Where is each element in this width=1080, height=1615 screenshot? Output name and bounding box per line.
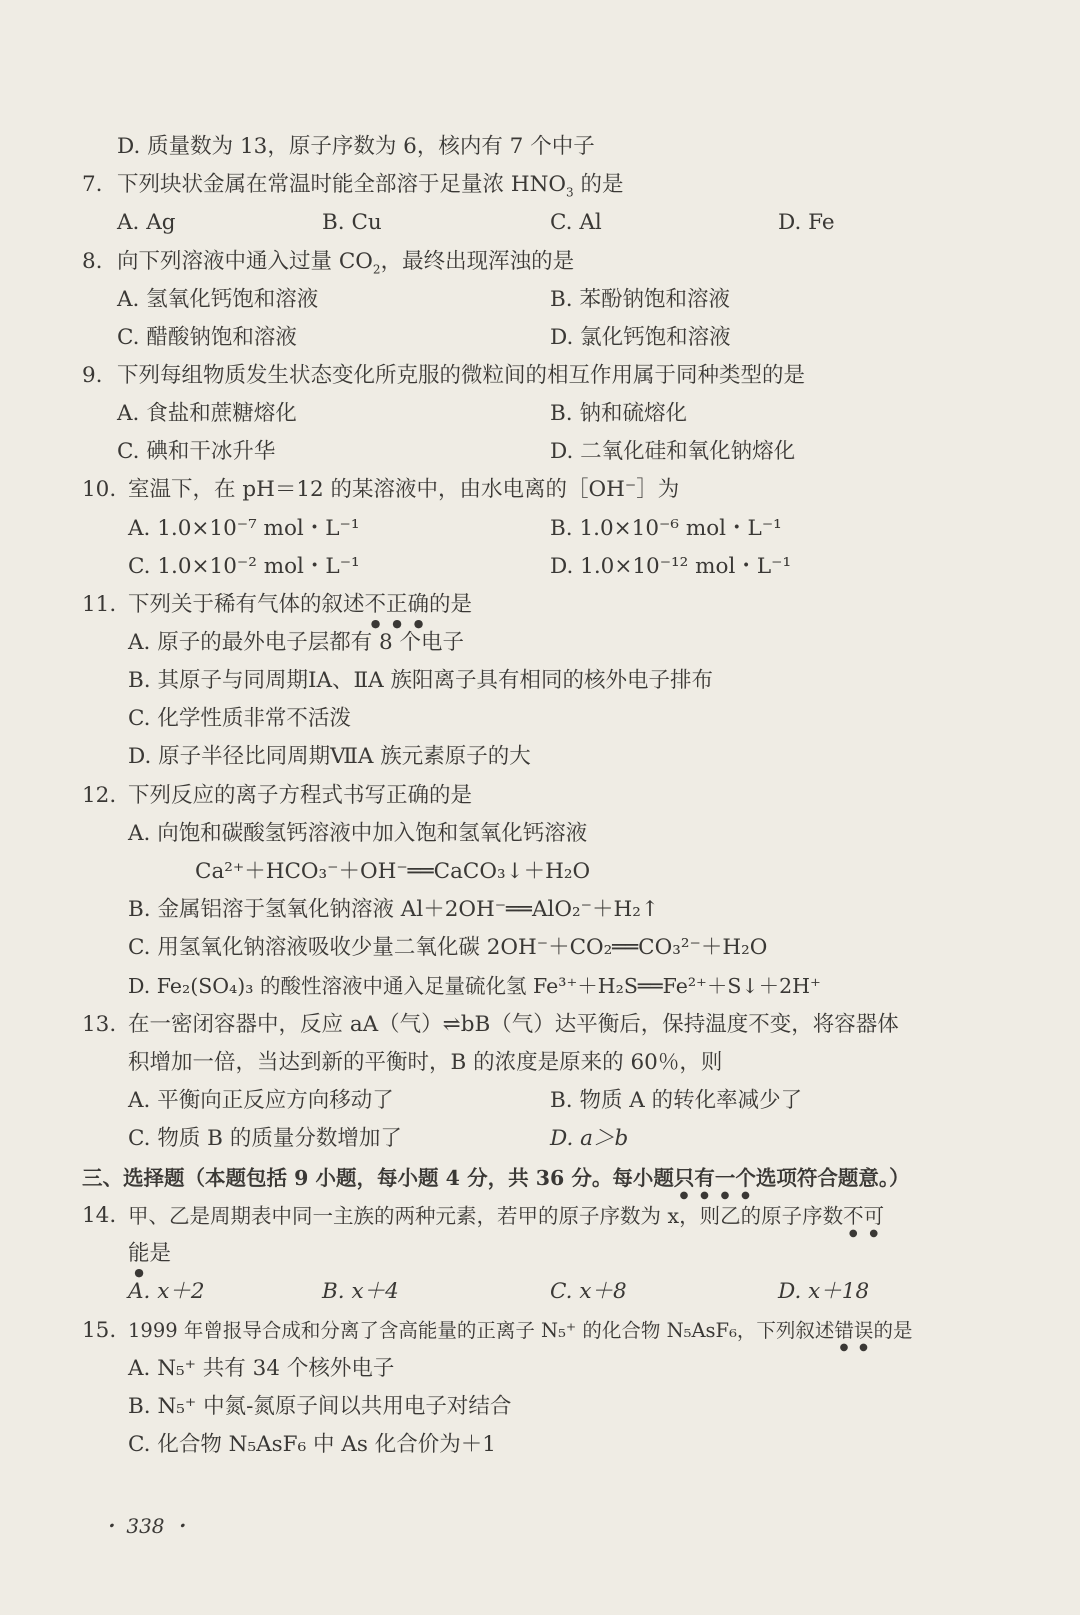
q11-stem-line (0, 586, 1080, 624)
q12-number: 12. (82, 783, 117, 808)
section-3-end: 选项符合题意。） (755, 1166, 910, 1190)
q10-option-b: B. 1.0×10⁻⁶ mol・L⁻¹ (550, 516, 782, 541)
q8-option-b: B. 苯酚钠饱和溶液 (550, 287, 730, 312)
q15-option-c-line (0, 1426, 1080, 1464)
q11-number: 11. (82, 592, 117, 617)
q9-options-ab (0, 395, 1080, 433)
q11-option-c: C. 化学性质非常不活泼 (128, 706, 351, 731)
q11-emphasis: 不正确 (364, 592, 430, 617)
q14-option-c: C. x＋8 (550, 1279, 627, 1304)
q11-stem-end: 的是 (429, 592, 473, 617)
q15-stem-end: 的是 (873, 1319, 913, 1342)
q13-stem-line1 (0, 1006, 1080, 1044)
q10-options-cd (0, 548, 1080, 586)
q8-option-d: D. 氯化钙饱和溶液 (550, 325, 731, 350)
q13-options-ab (0, 1082, 1080, 1120)
q9-option-b: B. 钠和硫熔化 (550, 401, 687, 426)
q11-option-c-line (0, 700, 1080, 738)
q9-number: 9. (82, 363, 103, 388)
q7-option-d: D. Fe (778, 210, 835, 235)
q15-option-a-line (0, 1350, 1080, 1388)
q7-stem-text: 下列块状金属在常温时能全部溶于足量浓 HNO (117, 172, 567, 197)
q14-stem-end: 是 (149, 1241, 172, 1266)
q10-number: 10. (82, 477, 117, 502)
q10-option-a: A. 1.0×10⁻⁷ mol・L⁻¹ (128, 516, 360, 541)
q12-option-b-line (0, 891, 1080, 929)
q8-stem-text: 向下列溶液中通入过量 CO (117, 249, 373, 274)
q15-stem-text: 1999 年曾报导合成和分离了含高能量的正离子 N₅⁺ 的化合物 N₅AsF₆，下列叙述 (128, 1319, 835, 1342)
q13-stem-line2 (0, 1044, 1080, 1082)
q12-stem-line (0, 777, 1080, 815)
q8-stem-sub: 2 (372, 262, 381, 277)
q8-option-c: C. 醋酸钠饱和溶液 (117, 325, 297, 350)
q8-stem (117, 243, 574, 281)
q13-option-b: B. 物质 A 的转化率减少了 (550, 1088, 803, 1113)
q11-option-d: D. 原子半径比同周期ⅦA 族元素原子的大 (128, 744, 531, 769)
q15-number: 15. (82, 1318, 117, 1343)
q14-option-b: B. x＋4 (322, 1279, 399, 1304)
section-3-title (82, 1159, 910, 1201)
q12-option-a-equation-line (0, 853, 1080, 891)
q10-stem: 室温下，在 pH＝12 的某溶液中，由水电离的［OH⁻］为 (128, 477, 680, 502)
q8-options-cd (0, 319, 1080, 357)
q12-option-c: C. 用氢氧化钠溶液吸收少量二氧化碳 2OH⁻＋CO₂══CO₃²⁻＋H₂O (128, 935, 768, 960)
q11-option-d-line (0, 738, 1080, 776)
q9-option-a: A. 食盐和蔗糖熔化 (117, 401, 297, 426)
q11-option-a-line (0, 624, 1080, 662)
q13-stem-part2: 积增加一倍，当达到新的平衡时，B 的浓度是原来的 60％，则 (128, 1050, 723, 1075)
q14-stem-part1 (128, 1197, 884, 1239)
q9-stem: 下列每组物质发生状态变化所克服的微粒间的相互作用属于同种类型的是 (117, 363, 806, 388)
q15-option-a: A. N₅⁺ 共有 34 个核外电子 (128, 1356, 395, 1381)
q14-stem-line1 (0, 1197, 1080, 1235)
q9-stem-line (0, 357, 1080, 395)
page-number: ・ 338 ・ (100, 1514, 191, 1538)
q6-option-d: D. 质量数为 13，原子序数为 6，核内有 7 个中子 (117, 134, 595, 159)
q15-emphasis: 错误 (834, 1319, 874, 1342)
section-3-text: 三、选择题（本题包括 9 小题，每小题 4 分，共 36 分。每小题 (82, 1166, 674, 1190)
q9-option-d: D. 二氧化硅和氧化钠熔化 (550, 439, 796, 464)
q10-option-c: C. 1.0×10⁻² mol・L⁻¹ (128, 554, 360, 579)
section-3-heading (0, 1159, 1080, 1197)
q11-option-a: A. 原子的最外电子层都有 8 个电子 (128, 630, 465, 655)
q15-option-c: C. 化合物 N₅AsF₆ 中 As 化合价为＋1 (128, 1432, 496, 1457)
q8-number: 8. (82, 249, 103, 274)
q12-stem: 下列反应的离子方程式书写正确的是 (128, 783, 473, 808)
q15-stem-line (0, 1312, 1080, 1350)
q9-options-cd (0, 433, 1080, 471)
q12-option-a-equation: Ca²⁺＋HCO₃⁻＋OH⁻══CaCO₃↓＋H₂O (195, 859, 591, 884)
q13-option-a: A. 平衡向正反应方向移动了 (128, 1088, 394, 1113)
q12-option-d-line (0, 967, 1080, 1005)
q6-option-d-line (0, 128, 1080, 166)
q7-option-a: A. Ag (117, 210, 176, 235)
q14-option-a: A. x＋2 (128, 1279, 205, 1304)
q15-option-b: B. N₅⁺ 中氮-氮原子间以共用电子对结合 (128, 1394, 512, 1419)
q7-stem (117, 166, 624, 204)
q8-options-ab (0, 281, 1080, 319)
q8-stem-end: ，最终出现浑浊的是 (380, 249, 575, 274)
q14-emphasis-1: 不可 (843, 1204, 885, 1228)
q9-option-c: C. 碘和干冰升华 (117, 439, 276, 464)
q7-options (0, 204, 1080, 242)
q14-options (0, 1273, 1080, 1311)
q11-option-b: B. 其原子与同周期ⅠA、ⅡA 族阳离子具有相同的核外电子排布 (128, 668, 713, 693)
q14-stem-line2 (0, 1235, 1080, 1273)
q10-option-d: D. 1.0×10⁻¹² mol・L⁻¹ (550, 554, 792, 579)
q14-stem-text: 甲、乙是周期表中同一主族的两种元素，若甲的原子序数为 x，则乙的原子序数 (128, 1204, 844, 1228)
q13-stem-part1: 在一密闭容器中，反应 aA（气）⇌bB（气）达平衡后，保持温度不变，将容器体 (128, 1012, 899, 1037)
q14-number: 14. (82, 1203, 117, 1228)
q12-option-a-line (0, 815, 1080, 853)
q7-option-c: C. Al (550, 210, 602, 235)
q13-number: 13. (82, 1012, 117, 1037)
section-3-emphasis: 只有一个 (673, 1166, 756, 1190)
q7-stem-end: 的是 (573, 172, 624, 197)
q12-option-c-line (0, 929, 1080, 967)
q15-stem (128, 1312, 912, 1353)
q8-option-a: A. 氢氧化钙饱和溶液 (117, 287, 319, 312)
q7-stem-sub: 3 (566, 185, 574, 200)
q7-option-b: B. Cu (322, 210, 382, 235)
q11-stem-text: 下列关于稀有气体的叙述 (128, 592, 365, 617)
q15-option-b-line (0, 1388, 1080, 1426)
q11-option-b-line (0, 662, 1080, 700)
q13-option-d: D. a＞b (550, 1126, 629, 1151)
q13-option-c: C. 物质 B 的质量分数增加了 (128, 1126, 402, 1151)
q12-option-a: A. 向饱和碳酸氢钙溶液中加入饱和氢氧化钙溶液 (128, 821, 588, 846)
q7-number: 7. (82, 172, 103, 197)
q10-stem-line (0, 471, 1080, 509)
q14-option-d: D. x＋18 (778, 1279, 870, 1304)
q12-option-d: D. Fe₂(SO₄)₃ 的酸性溶液中通入足量硫化氢 Fe³⁺＋H₂S══Fe²⁺＋S↓＋2H⁺ (128, 974, 821, 998)
q13-options-cd (0, 1120, 1080, 1158)
q10-options-ab (0, 510, 1080, 548)
q8-stem-line (0, 243, 1080, 281)
q12-option-b: B. 金属铝溶于氢氧化钠溶液 Al＋2OH⁻══AlO₂⁻＋H₂↑ (128, 897, 659, 922)
q7-stem-line (0, 166, 1080, 204)
q14-emphasis-2: 能 (128, 1241, 150, 1266)
